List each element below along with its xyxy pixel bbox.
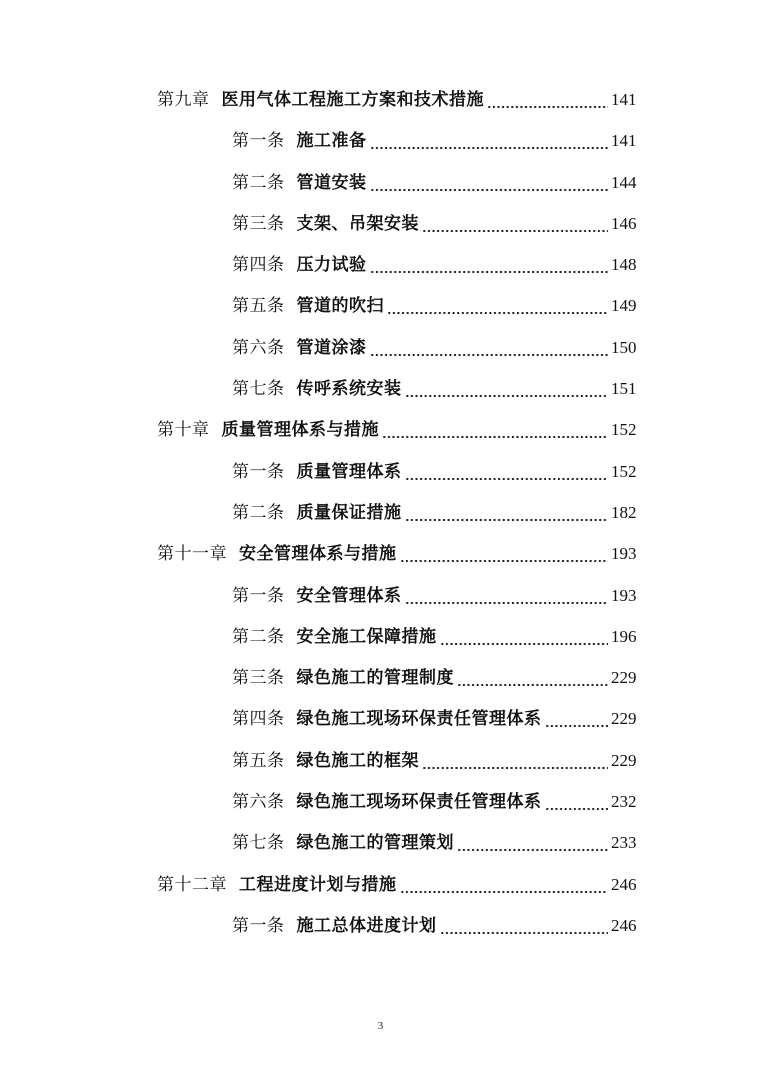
entry-page-number: 152 [611,420,637,440]
entry-page-number: 152 [611,461,637,481]
entry-title: 施工准备 [296,131,367,152]
entry-title: 绿色施工的管理制度 [296,668,454,689]
entry-page-number: 193 [611,585,637,605]
toc-entry-section[interactable] [0,295,761,336]
entry-title: 绿色施工现场环保责任管理体系 [296,709,542,730]
dot-leader [382,419,608,441]
toc-entry-section[interactable] [0,832,761,873]
toc-entry-chapter[interactable] [0,874,761,915]
entry-page-number: 146 [611,213,637,233]
table-of-contents [0,89,761,956]
entry-page-number: 193 [611,544,637,564]
toc-entry-section[interactable] [0,461,761,502]
entry-label: 第七条 [232,833,285,854]
entry-page-number: 182 [611,502,637,522]
toc-entry-section[interactable] [0,337,761,378]
dot-leader [422,213,608,235]
toc-entry-section[interactable] [0,708,761,749]
entry-page-number: 229 [611,709,637,729]
toc-entry-section[interactable] [0,626,761,667]
toc-entry-chapter[interactable] [0,543,761,584]
entry-label: 第九章 [157,90,210,110]
toc-entry-section[interactable] [0,213,761,254]
entry-page-number: 141 [611,131,637,151]
entry-title: 质量管理体系与措施 [221,420,379,441]
entry-page-number: 246 [611,874,637,894]
toc-entry-section[interactable] [0,667,761,708]
entry-title: 绿色施工的管理策划 [296,833,454,854]
toc-entry-section[interactable] [0,130,761,171]
entry-label: 第三条 [232,668,285,689]
entry-label: 第六条 [232,792,285,813]
dot-leader [487,89,608,111]
entry-label: 第一条 [232,915,285,936]
entry-label: 第五条 [232,750,285,771]
toc-entry-section[interactable] [0,915,761,956]
dot-leader [370,172,609,194]
toc-entry-section[interactable] [0,172,761,213]
entry-label: 第二条 [232,626,285,647]
entry-title: 管道的吹扫 [296,296,384,317]
toc-entry-section[interactable] [0,585,761,626]
entry-page-number: 150 [611,337,637,357]
page-number: 3 [377,1020,384,1032]
toc-entry-section[interactable] [0,378,761,419]
entry-page-number: 144 [611,172,637,192]
dot-leader [422,750,608,772]
entry-title: 传呼系统安装 [296,379,402,400]
entry-title: 管道涂漆 [296,337,367,358]
entry-page-number: 141 [611,90,637,109]
toc-entry-section[interactable] [0,791,761,832]
entry-label: 第三条 [232,213,285,234]
dot-leader [370,254,609,276]
entry-label: 第六条 [232,337,285,358]
entry-page-number: 148 [611,255,637,275]
entry-page-number: 149 [611,296,637,316]
entry-label: 第二条 [232,172,285,193]
entry-label: 第一条 [232,461,285,482]
entry-title: 质量管理体系 [296,461,402,482]
entry-page-number: 229 [611,668,637,688]
entry-label: 第五条 [232,296,285,317]
dot-leader [400,874,609,896]
dot-leader [405,378,609,400]
dot-leader [545,708,609,730]
entry-title: 安全管理体系 [296,585,402,606]
entry-label: 第一条 [232,131,285,152]
dot-leader [457,667,608,689]
toc-entry-chapter[interactable] [0,419,761,460]
toc-entry-section[interactable] [0,254,761,295]
entry-title: 施工总体进度计划 [296,915,437,936]
toc-entry-chapter[interactable] [0,89,761,130]
toc-entry-section[interactable] [0,502,761,543]
entry-page-number: 233 [611,833,637,853]
entry-title: 管道安装 [296,172,367,193]
entry-page-number: 196 [611,626,637,646]
entry-label: 第二条 [232,502,285,523]
entry-page-number: 229 [611,750,637,770]
dot-leader [545,791,609,813]
entry-title: 绿色施工现场环保责任管理体系 [296,792,542,813]
dot-leader [440,915,609,937]
dot-leader [440,626,609,648]
entry-page-number: 246 [611,915,637,935]
entry-title: 绿色施工的框架 [296,750,419,771]
dot-leader [387,295,608,317]
entry-title: 压力试验 [296,255,367,276]
toc-entry-section[interactable] [0,750,761,791]
entry-title: 支架、吊架安装 [296,213,419,234]
dot-leader [405,585,609,607]
entry-title: 医用气体工程施工方案和技术措施 [221,90,484,110]
entry-label: 第十一章 [157,544,227,565]
entry-title: 工程进度计划与措施 [239,874,397,895]
entry-page-number: 232 [611,792,637,812]
entry-label: 第十二章 [157,874,227,895]
entry-page-number: 151 [611,379,637,399]
entry-label: 第一条 [232,585,285,606]
dot-leader [405,502,609,524]
dot-leader [370,337,609,359]
dot-leader [405,461,609,483]
entry-label: 第七条 [232,379,285,400]
entry-label: 第四条 [232,709,285,730]
dot-leader [370,130,609,152]
entry-label: 第四条 [232,255,285,276]
entry-title: 质量保证措施 [296,502,402,523]
entry-label: 第十章 [157,420,210,441]
entry-title: 安全施工保障措施 [296,626,437,647]
dot-leader [457,832,608,854]
dot-leader [400,543,609,565]
entry-title: 安全管理体系与措施 [239,544,397,565]
